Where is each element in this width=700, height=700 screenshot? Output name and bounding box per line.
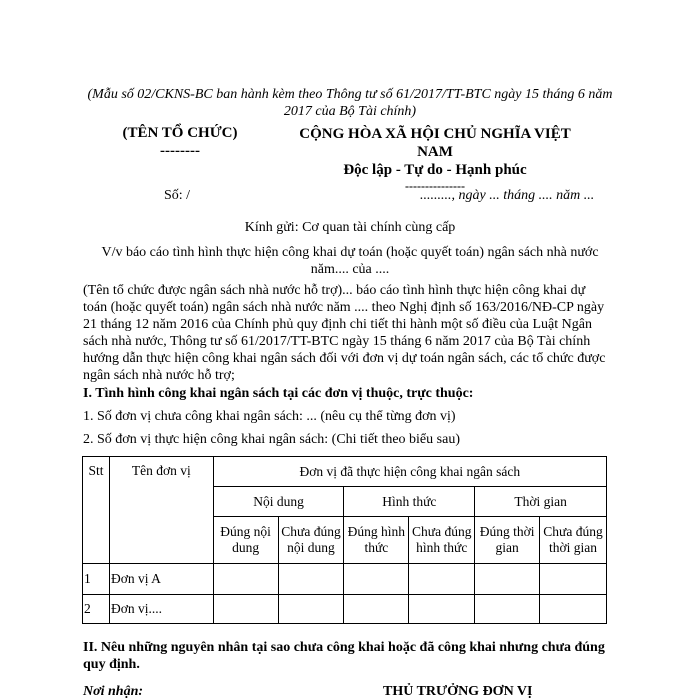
table-cell <box>278 564 344 595</box>
section1-heading: I. Tình hình công khai ngân sách tại các đơn vị thuộc, trực thuộc: <box>83 386 474 401</box>
intro-line2: toán (hoặc quyết toán) ngân sách nhà nước năm .... theo Nghị định số 163/2016/NĐ-CP ngày <box>83 300 605 315</box>
leaf-line: Chưa đúng <box>281 524 341 539</box>
organization-block <box>100 125 260 160</box>
organization-underline: -------- <box>160 143 200 159</box>
section2-line1: II. Nêu những nguyên nhân tại sao chưa công khai hoặc đã công khai nhưng chưa đúng <box>83 640 605 655</box>
signer-title: THỦ TRƯỞNG ĐƠN VỊ <box>383 684 533 699</box>
table-cell <box>344 564 409 595</box>
row-unit-name: Đơn vị A <box>109 564 213 595</box>
intro-paragraph <box>83 282 623 384</box>
table-cell <box>213 595 278 624</box>
row-stt: 2 <box>83 595 110 624</box>
recipient-line: Kính gửi: Cơ quan tài chính cùng cấp <box>244 220 456 235</box>
section2-heading <box>83 639 623 673</box>
header-incorrect-content <box>278 517 344 564</box>
section2-line2: quy định. <box>83 657 140 672</box>
section1-item2: 2. Số đơn vị thực hiện công khai ngân sách: (Chi tiết theo biểu sau) <box>83 432 460 447</box>
leaf-line: dung <box>232 540 260 555</box>
row-stt: 1 <box>83 564 110 595</box>
intro-line4: sách nhà nước, Thông tư số 61/2017/TT-BTC ngày 15 tháng 6 năm 2017 của Bộ Tài chính <box>83 334 591 349</box>
table-row <box>83 595 607 624</box>
header-incorrect-form <box>409 517 475 564</box>
header-correct-time <box>475 517 540 564</box>
header-incorrect-time <box>540 517 607 564</box>
subject-line1: V/v báo cáo tình hình thực hiện công khai dự toán (hoặc quyết toán) ngân sách nhà nước <box>101 245 599 260</box>
leaf-line: Đúng hình <box>347 524 406 539</box>
table-cell <box>213 564 278 595</box>
subject <box>70 244 630 278</box>
national-underline: --------------- <box>405 179 465 193</box>
table-cell <box>475 595 540 624</box>
table-header-row1 <box>83 457 607 487</box>
leaf-line: hình thức <box>416 540 468 555</box>
table-cell <box>475 564 540 595</box>
regulation-note-line2: 2017 của Bộ Tài chính) <box>283 104 417 119</box>
leaf-line: thức <box>364 540 389 555</box>
row-unit-name: Đơn vị.... <box>109 595 213 624</box>
national-title-block <box>282 125 588 193</box>
leaf-line: Chưa đúng <box>543 524 603 539</box>
leaf-line: Đúng thời <box>479 524 535 539</box>
intro-line5: hướng dẫn thực hiện công khai ngân sách đối với đơn vị dự toán ngân sách, các tổ chức được <box>83 351 606 366</box>
table-cell <box>540 564 607 595</box>
organization-name: (TÊN TỔ CHỨC) <box>122 125 238 141</box>
national-motto: Độc lập - Tự do - Hạnh phúc <box>343 162 527 178</box>
document-number: Số: / <box>164 188 191 203</box>
recipients-label: Nơi nhận: <box>83 684 144 699</box>
table-row <box>83 564 607 595</box>
regulation-note-line1: (Mẫu số 02/CKNS-BC ban hành kèm theo Thông tư số 61/2017/TT-BTC ngày 15 tháng 6 năm <box>87 87 613 102</box>
header-group: Đơn vị đã thực hiện công khai ngân sách <box>213 457 606 487</box>
header-stt: Stt <box>83 457 110 564</box>
table-cell <box>540 595 607 624</box>
document-date: ........., ngày ... tháng .... năm ... <box>420 188 595 203</box>
intro-line3: 21 tháng 12 năm 2016 của Chính phủ quy định chi tiết thi hành một số điều của Luật Ngân <box>83 317 592 332</box>
header-unit-name: Tên đơn vị <box>109 457 213 564</box>
leaf-line: nội dung <box>287 540 335 555</box>
section1-item1: 1. Số đơn vị chưa công khai ngân sách: ... (nêu cụ thể từng đơn vị) <box>83 409 456 424</box>
table-cell <box>278 595 344 624</box>
header-content: Nội dung <box>213 487 344 517</box>
header-time: Thời gian <box>475 487 607 517</box>
header-correct-form <box>344 517 409 564</box>
table-cell <box>409 595 475 624</box>
header-correct-content <box>213 517 278 564</box>
subject-line2: năm.... của .... <box>310 262 390 277</box>
regulation-note <box>70 86 630 120</box>
intro-line1: (Tên tổ chức được ngân sách nhà nước hỗ trợ)... báo cáo tình hình thực hiện công khai dự <box>83 283 586 298</box>
table-cell <box>344 595 409 624</box>
leaf-line: Chưa đúng <box>412 524 472 539</box>
leaf-line: Đúng nội <box>220 524 271 539</box>
table-cell <box>409 564 475 595</box>
leaf-line: gian <box>495 540 519 555</box>
intro-line6: ngân sách nhà nước hỗ trợ; <box>83 368 235 383</box>
national-title: CỘNG HÒA XÃ HỘI CHỦ NGHĨA VIỆT NAM <box>299 126 571 160</box>
leaf-line: thời gian <box>549 540 598 555</box>
header-form: Hình thức <box>344 487 475 517</box>
disclosure-table <box>82 456 607 624</box>
